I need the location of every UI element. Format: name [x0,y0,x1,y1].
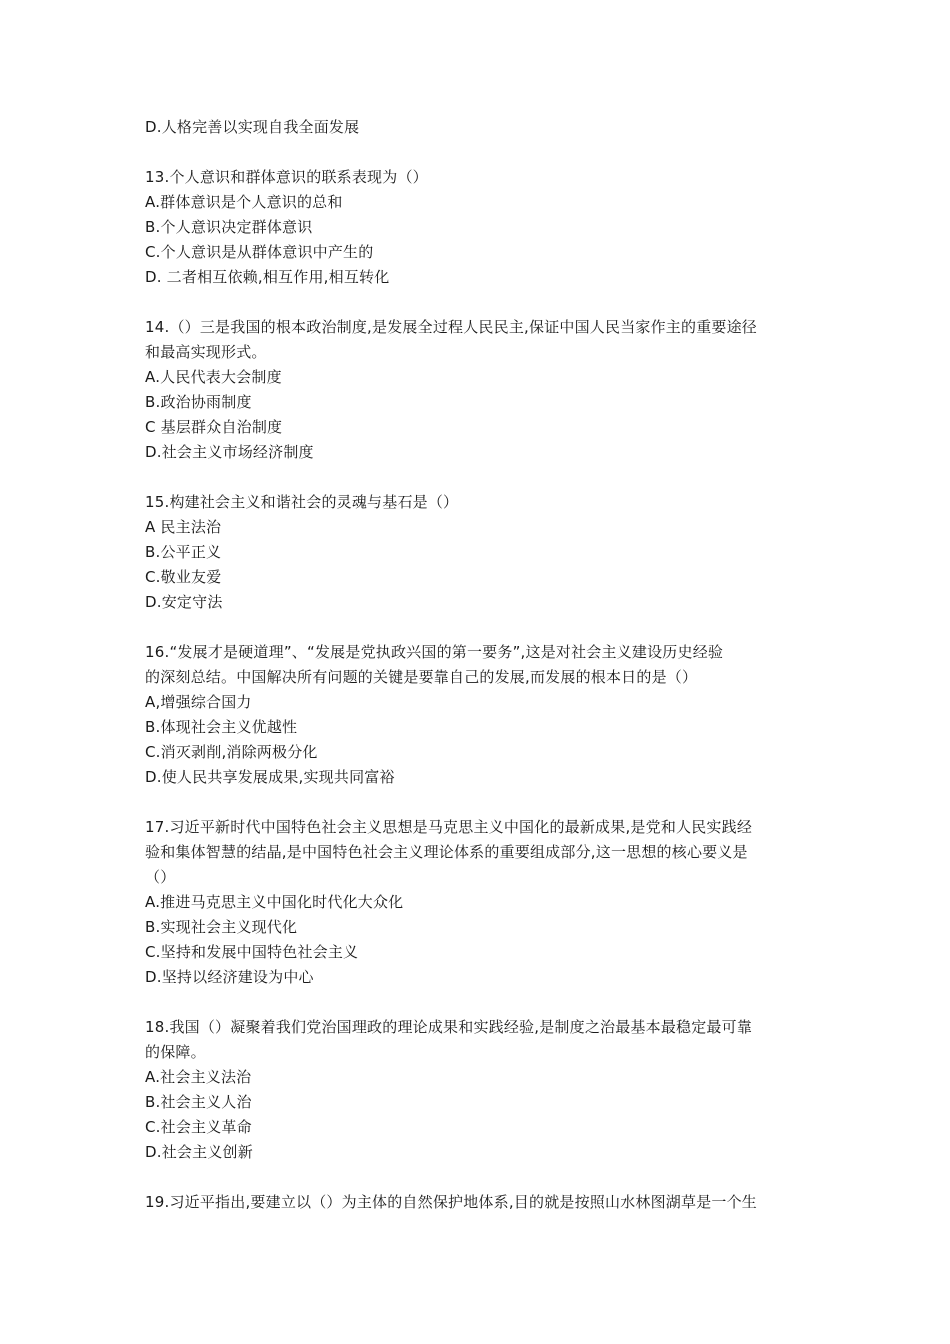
option-b: B.公平正义 [145,543,222,561]
question-16 [145,640,810,790]
question-stem: 18.我国（）凝聚着我们党治国理政的理论成果和实践经验,是制度之治最基本最稳定最可靠 [145,1018,753,1036]
option-b: B.体现社会主义优越性 [145,718,298,736]
option-d: D.社会主义创新 [145,1143,253,1161]
question-17 [145,815,810,990]
question-stem-cont: 的保障。 [145,1043,206,1061]
question-stem: 14.（）三是我国的根本政治制度,是发展全过程人民民主,保证中国人民当家作主的重要途径 [145,318,757,336]
question-19 [145,1190,810,1215]
question-14 [145,315,810,465]
option-a: A.群体意识是个人意识的总和 [145,193,343,211]
question-stem-cont: 和最高实现形式。 [145,343,267,361]
option-d: D.坚持以经济建设为中心 [145,968,314,986]
option-b: B.个人意识决定群体意识 [145,218,313,236]
option-c: C.个人意识是从群体意识中产生的 [145,243,374,261]
document-content [145,115,810,1215]
option-d: D.社会主义市场经济制度 [145,443,314,461]
question-stem: 16.“发展才是硬道理”、“发展是党执政兴国的第一要务”,这是对社会主义建设历史经验 [145,643,724,661]
question-stem: 17.习近平新时代中国特色社会主义思想是马克思主义中国化的最新成果,是党和人民实践经 [145,818,753,836]
question-stem-cont: 验和集体智慧的结晶,是中国特色社会主义理论体系的重要组成部分,这一思想的核心要义是 [145,843,748,861]
option-a: A.人民代表大会制度 [145,368,282,386]
option-d: D. 二者相互依赖,相互作用,相互转化 [145,268,390,286]
option-a: A.推进马克思主义中国化时代化大众化 [145,893,404,911]
option-b: B.实现社会主义现代化 [145,918,298,936]
question-stem-cont: （） [145,868,176,886]
option-b: B.政治协雨制度 [145,393,252,411]
option-c: C.消灭剥削,消除两极分化 [145,743,318,761]
option-d: D.使人民共享发展成果,实现共同富裕 [145,768,395,786]
question-stem-cont: 的深刻总结。中国解决所有问题的关键是要靠自己的发展,而发展的根本日的是（） [145,668,698,686]
question-13 [145,165,810,290]
option-c: C.社会主义革命 [145,1118,252,1136]
option-a: A.社会主义法治 [145,1068,252,1086]
question-15 [145,490,810,615]
question-18 [145,1015,810,1165]
question-stem: 13.个人意识和群体意识的联系表现为（） [145,168,428,186]
option-c: C.坚持和发展中国特色社会主义 [145,943,359,961]
option-d-q12: D.人格完善以实现自我全面发展 [145,118,360,136]
option-c: C.敬业友爱 [145,568,222,586]
option-b: B.社会主义人治 [145,1093,252,1111]
question-stem: 19.习近平指出,要建立以（）为主体的自然保护地体系,目的就是按照山水林图湖草是一个生 [145,1193,757,1211]
option-d: D.安定守法 [145,593,223,611]
option-c: C 基层群众自治制度 [145,418,283,436]
option-block-q12 [145,115,810,140]
question-stem: 15.构建社会主义和谐社会的灵魂与基石是（） [145,493,459,511]
option-a: A,增强综合国力 [145,693,252,711]
option-a: A 民主法治 [145,518,222,536]
